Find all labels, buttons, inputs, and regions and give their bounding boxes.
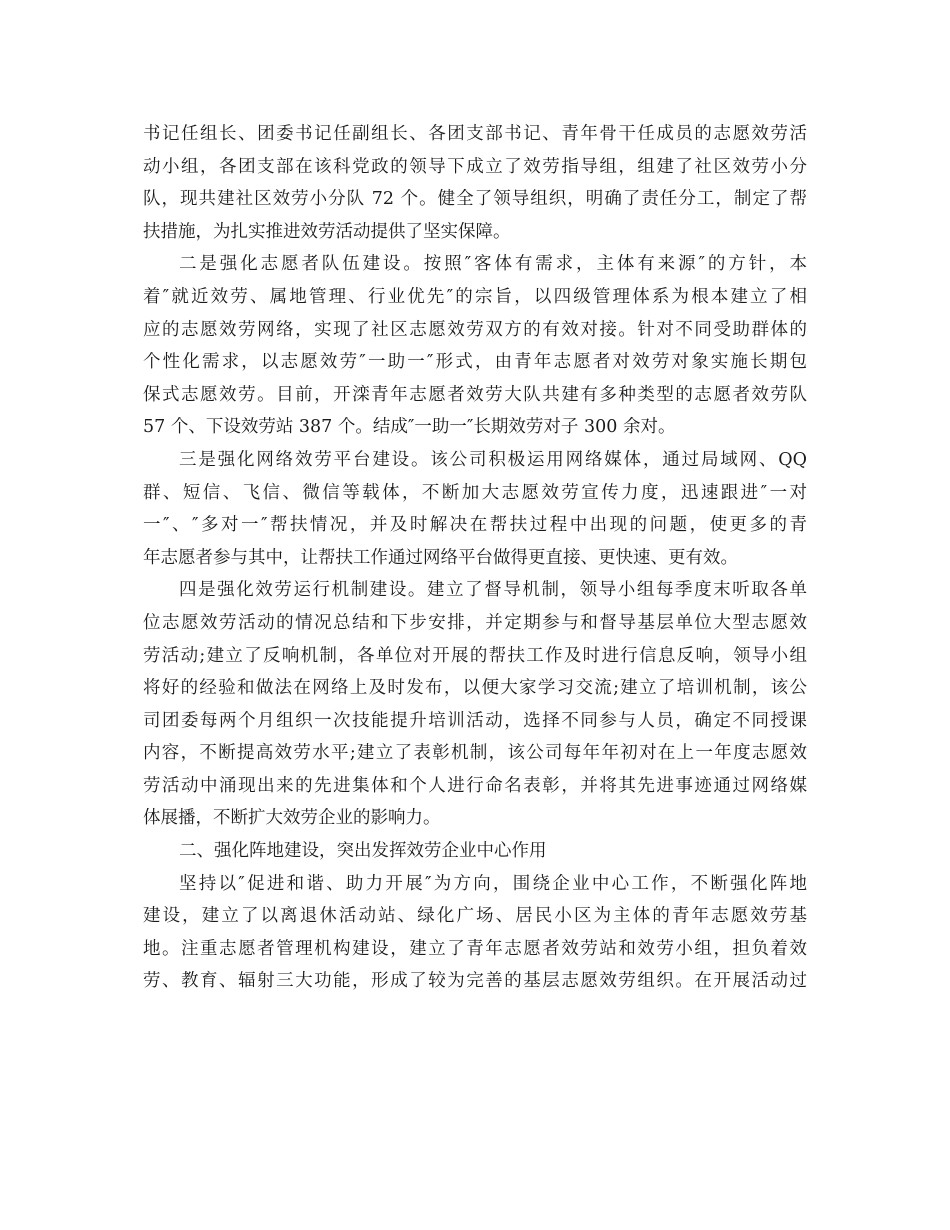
text-line: 体展播，不断扩大效劳企业的影响力。	[143, 808, 441, 829]
text-line: 动小组，各团支部在该科党政的领导下成立了效劳指导组，组建了社区效劳小分	[143, 156, 807, 177]
section-heading: 二、强化阵地建设，突出发挥效劳企业中心作用	[179, 841, 547, 862]
text-line: 内容，不断提高效劳水平;建立了表彰机制，该公司每年年初对在上一年度志愿效	[143, 743, 807, 764]
text-line: 应的志愿效劳网络，实现了社区志愿效劳双方的有效对接。针对不同受助群体的	[143, 319, 807, 340]
text-line: 一″、″多对一″帮扶情况，并及时解决在帮扶过程中出现的问题，使更多的青	[143, 515, 807, 536]
paragraph-start-line: 三是强化网络效劳平台建设。该公司积极运用网络媒体，通过局域网、QQ	[179, 449, 807, 470]
text-line: 劳、教育、辐射三大功能，形成了较为完善的基层志愿效劳组织。在开展活动过	[143, 971, 807, 992]
text-line: 57 个、下设效劳站 387 个。结成″一助一″长期效劳对子 300 余对。	[143, 417, 676, 438]
text-line: 保式志愿效劳。目前，开滦青年志愿者效劳大队共建有多种类型的志愿者效劳队	[143, 384, 807, 405]
paragraph-start-line: 二是强化志愿者队伍建设。按照″客体有需求，主体有来源″的方针，本	[179, 254, 807, 275]
paragraph-start-line: 坚持以″促进和谐、助力开展″为方向，围绕企业中心工作，不断强化阵地	[179, 873, 807, 894]
text-line: 劳活动;建立了反响机制，各单位对开展的帮扶工作及时进行信息反响，领导小组	[143, 645, 807, 666]
text-line: 劳活动中涌现出来的先进集体和个人进行命名表彰，并将其先进事迹通过网络媒	[143, 775, 807, 796]
text-line: 着″就近效劳、属地管理、行业优先″的宗旨，以四级管理体系为根本建立了相	[143, 286, 807, 307]
text-line: 位志愿效劳活动的情况总结和下步安排，并定期参与和督导基层单位大型志愿效	[143, 612, 807, 633]
text-line: 司团委每两个月组织一次技能提升培训活动，选择不同参与人员，确定不同授课	[143, 710, 807, 731]
text-line: 群、短信、飞信、微信等载体，不断加大志愿效劳宣传力度，迅速跟进″一对	[143, 482, 807, 503]
text-line: 建设，建立了以离退休活动站、绿化广场、居民小区为主体的青年志愿效劳基	[143, 906, 807, 927]
text-line: 书记任组长、团委书记任副组长、各团支部书记、青年骨干任成员的志愿效劳活	[143, 124, 807, 144]
text-line: 地。注重志愿者管理机构建设，建立了青年志愿者效劳站和效劳小组，担负着效	[143, 938, 807, 959]
text-line: 队，现共建社区效劳小分队 72 个。健全了领导组织，明确了责任分工，制定了帮	[143, 189, 807, 210]
text-line: 年志愿者参与其中，让帮扶工作通过网络平台做得更直接、更快速、更有效。	[143, 547, 738, 568]
text-line: 个性化需求，以志愿效劳″一助一″形式，由青年志愿者对效劳对象实施长期包	[143, 352, 807, 373]
text-line: 将好的经验和做法在网络上及时发布，以便大家学习交流;建立了培训机制，该公	[143, 678, 807, 699]
document-body	[143, 118, 807, 998]
text-line: 扶措施，为扎实推进效劳活动提供了坚实保障。	[143, 221, 511, 242]
paragraph-start-line: 四是强化效劳运行机制建设。建立了督导机制，领导小组每季度末听取各单	[179, 580, 807, 601]
